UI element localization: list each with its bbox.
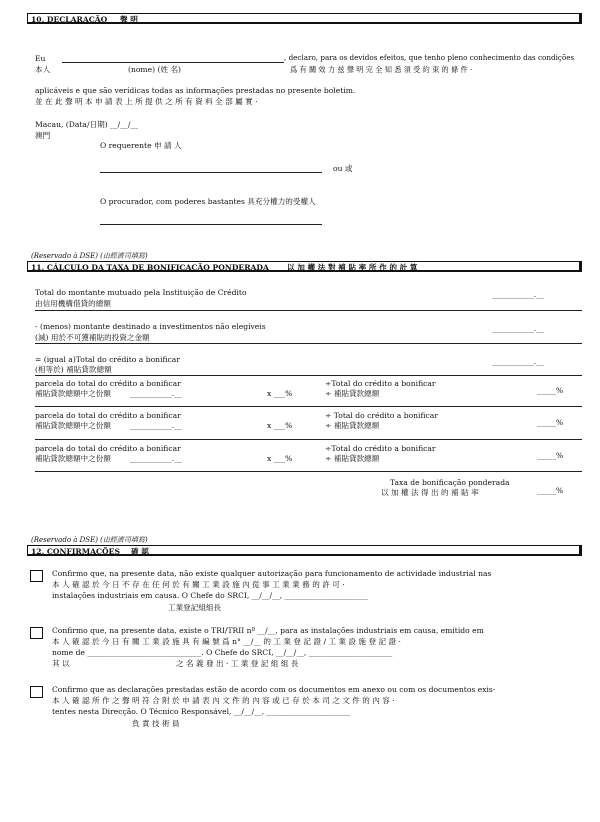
- parcela-pt: parcela do total do crédito a bonificar: [35, 411, 181, 420]
- confirmation-3-line2: 本 人 確 認 所 作 之 聲 明 符 合 附 於 申 請 表 內 文 件 的 內 容 或 已 存 於 本 司 之 文 件 的 內 容 ·: [52, 696, 395, 705]
- menos-zh: (減) 用於不可獲補貼的投資之金額: [35, 333, 150, 342]
- confirmation-1-checkbox[interactable]: [30, 570, 43, 582]
- taxa-zh: 以 加 權 法 得 出 的 補 貼 率: [381, 488, 479, 497]
- parcela-divisor-pt: ÷Total do crédito a bonificar: [325, 379, 436, 388]
- parcela-divisor-zh: ÷ 補貼貸款總額: [325, 421, 380, 430]
- confirmation-3-checkbox[interactable]: [30, 686, 43, 698]
- parcela-value[interactable]: ___________.__: [130, 454, 182, 463]
- parcela-x-percent[interactable]: x ___%: [267, 389, 293, 398]
- parcela-result-percent[interactable]: _____%: [537, 386, 564, 395]
- divider: [35, 471, 582, 472]
- parcela-result-percent[interactable]: _____%: [537, 451, 564, 460]
- section-11-title-zh: 以 加 權 法 對 補 貼 率 所 作 的 計 算: [287, 263, 418, 272]
- parcela-value[interactable]: ___________.__: [130, 389, 182, 398]
- confirmation-3-line3: tentes nesta Direcção. O Técnico Responsável, __/__/__, ______________________: [52, 707, 351, 716]
- confirmation-2-line4b: 之 名 義 發 出 · 工 業 登 記 組 組 長: [176, 659, 299, 668]
- divider: [35, 439, 582, 440]
- parcela-zh: 補貼貸款總額中之份額: [35, 454, 111, 463]
- divider: [35, 310, 582, 311]
- parcela-zh: 補貼貸款總額中之份額: [35, 389, 111, 398]
- section-12-reserved: (Reservado à DSE) (由經濟司填寫): [31, 536, 148, 544]
- parcela-x-percent[interactable]: x ___%: [267, 454, 293, 463]
- confirmation-2-line2: 本 人 確 認 於 今 日 有 關 工 業 設 施 具 有 編 號 爲 n° __/__ 的 工 業 登 記 證 / 工 業 設 施 登 記 證 ·: [52, 637, 401, 646]
- menos-value[interactable]: ___________.__: [492, 324, 544, 333]
- aomen-label: 澳門: [35, 131, 51, 140]
- parcela-divisor-zh: ÷ 補貼貸款總額: [325, 454, 380, 463]
- parcela-zh: 補貼貸款總額中之份額: [35, 421, 111, 430]
- aplicaveis-text: aplicáveis e que são verídicas todas as informações prestadas no presente boletim.: [35, 86, 356, 95]
- declaration-zh-line2: 並 在 此 聲 明 本 申 請 表 上 所 提 供 之 所 有 資 料 全 部 屬 實 ·: [35, 97, 258, 106]
- confirmation-2-line3: nome de ______________________________. O Chefe do SRCI, __/__/__, ______________________: [52, 648, 393, 657]
- name-field-line[interactable]: [62, 62, 284, 63]
- ou-label: ou 或: [333, 164, 353, 173]
- total-zh: 由信用機構借貸的總額: [35, 299, 111, 308]
- confirmation-3-line4: 負 責 技 術 員: [132, 719, 180, 728]
- taxa-result-percent[interactable]: _____%: [537, 486, 564, 495]
- parcela-result-percent[interactable]: _____%: [537, 418, 564, 427]
- parcela-value[interactable]: ___________.__: [130, 421, 182, 430]
- eu-label: Eu: [35, 54, 46, 63]
- parcela-divisor-zh: ÷ 補貼貸款總額: [325, 389, 380, 398]
- confirmation-1-line2: 本 人 確 認 於 今 日 不 存 在 任 何 於 有 關 工 業 設 施 內 從 事 工 業 業 務 的 許 可 ·: [52, 580, 345, 589]
- igual-value[interactable]: ___________.__: [492, 357, 544, 366]
- section-12-title-zh: 確 認: [131, 547, 149, 556]
- total-value[interactable]: ___________.__: [492, 290, 544, 299]
- section-11-reserved: (Reservado à DSE) (由經濟司填寫): [31, 252, 148, 260]
- confirmation-1-line1: Confirmo que, na presente data, não existe qualquer autorização para funcionamento de actividade industrial nas: [52, 569, 492, 578]
- macau-date[interactable]: Macau, (Data/日期) __/__/__: [35, 120, 138, 129]
- divider: [35, 343, 582, 344]
- section-10-title-zh: 聲 明: [120, 15, 138, 24]
- declaro-text: , declaro, para os devidos efeitos, que tenho pleno conhecimento das condições: [284, 53, 575, 62]
- menos-pt: - (menos) montante destinado a investimentos não elegíveis: [35, 322, 266, 331]
- confirmation-1-line4: 工業登記組組長: [168, 603, 222, 612]
- section-11-title: 11. CÁLCULO DA TAXA DE BONIFICAÇÃO PONDERADA: [31, 263, 269, 272]
- requerente-signature-line[interactable]: [100, 172, 322, 173]
- parcela-pt: parcela do total do crédito a bonificar: [35, 379, 181, 388]
- benren-label: 本人: [35, 65, 51, 74]
- confirmation-3-line1: Confirmo que as declarações prestadas estão de acordo com os documentos em anexo ou com os documentos exis-: [52, 685, 496, 694]
- nome-label: (nome) (姓 名): [128, 65, 182, 74]
- taxa-pt: Taxa de bonificação ponderada: [390, 478, 510, 487]
- parcela-x-percent[interactable]: x ___%: [267, 421, 293, 430]
- igual-pt: = (igual a)Total do crédito a bonificar: [35, 355, 180, 364]
- confirmation-2-line1: Confirmo que, na presente data, existe o TRI/TRII nº __/__, para as instalações industriais em causa, emitido em: [52, 626, 484, 635]
- total-pt: Total do montante mutuado pela Instituição de Crédito: [35, 288, 247, 297]
- confirmation-2-checkbox[interactable]: [30, 627, 43, 639]
- confirmation-1-line3: instalações industriais em causa. O Chefe do SRCI, __/__/__, ______________________: [52, 591, 368, 600]
- procurador-signature-line[interactable]: [100, 224, 322, 225]
- section-12-title: 12. CONFIRMAÇÕES: [31, 547, 120, 556]
- declaration-zh-line1: 爲 有 關 效 力 兹 聲 明 完 全 知 悉 須 受 約 束 的 條 件 ·: [290, 65, 473, 74]
- parcela-divisor-pt: ÷ Total do crédito a bonificar: [325, 411, 438, 420]
- section-10-header: [27, 13, 582, 24]
- confirmation-2-line4a: 其 以: [52, 659, 70, 668]
- igual-zh: (相等於) 補貼貸款總額: [35, 365, 112, 374]
- divider: [35, 406, 582, 407]
- section-10-title: 10. DECLARAÇÃO: [31, 15, 108, 24]
- requerente-label: O requerente 申 請 人: [100, 141, 182, 150]
- divider: [35, 375, 582, 376]
- parcela-divisor-pt: ÷Total do crédito a bonificar: [325, 444, 436, 453]
- procurador-label: O procurador, com poderes bastantes 具充分權力的受權人: [100, 197, 316, 206]
- parcela-pt: parcela do total do crédito a bonificar: [35, 444, 181, 453]
